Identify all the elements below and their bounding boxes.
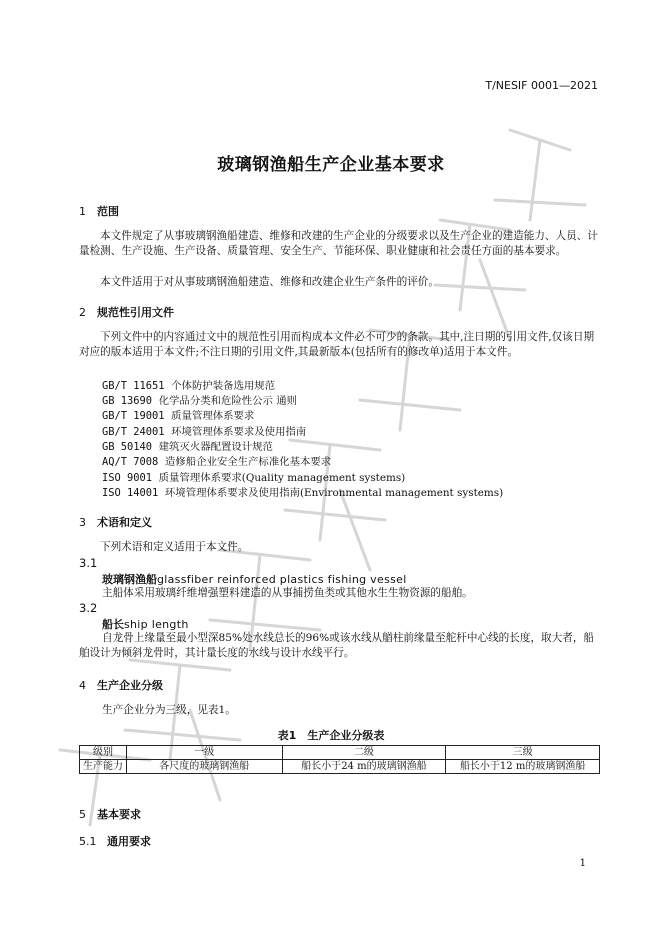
reference-code: ISO 14001	[102, 487, 159, 499]
document-code: T/NESIF 0001—2021	[485, 79, 598, 92]
reference-item	[102, 453, 331, 468]
scope-paragraph-2: 本文件适用于对从事玻璃钢渔船建造、维修和改建企业生产条件的评价。	[100, 276, 439, 288]
reference-title: 造修船企业安全生产标准化基本要求	[164, 456, 332, 468]
section-number: 1	[79, 205, 86, 218]
section-title: 规范性引用文件	[97, 306, 174, 319]
term-number: 3.2	[79, 601, 98, 615]
section-3-heading	[79, 514, 152, 530]
scope-paragraph-1: 本文件规定了从事玻璃钢渔船建造、维修和改建的生产企业的分级要求以及生产企业的建造能力、人员、计量检测、生产设施、生产设备、质量管理、安全生产、节能环保、职业健康和社会责任方面的基本要求。	[79, 230, 598, 258]
reference-code: GB 13690	[102, 395, 153, 407]
reference-title: 环境管理体系要求及使用指南(Environmental management systems)	[164, 487, 504, 499]
section-title: 术语和定义	[97, 516, 152, 529]
reference-item	[102, 392, 297, 407]
term-definition: 自龙骨上缘量至最小型深85%处水线总长的96%或该水线从艏柱前缘量至舵杆中心线的长度，取大者，船舶设计为倾斜龙骨时，其计量长度的水线与设计水线平行。	[79, 632, 595, 660]
section-title: 生产企业分级	[97, 679, 163, 692]
table-header-cell: 二级	[282, 746, 446, 760]
term-name-zh: 玻璃钢渔船	[102, 573, 157, 586]
reference-code: AQ/T 7008	[102, 456, 159, 468]
reference-item	[102, 484, 503, 499]
reference-code: GB 50140	[102, 441, 153, 453]
table-row	[80, 760, 600, 774]
reference-title: 化学品分类和危险性公示 通则	[158, 395, 298, 407]
reference-item	[102, 469, 405, 484]
reference-title: 个体防护装备选用规范	[171, 380, 276, 392]
term-definition: 主船体采用玻璃纤维增强塑料建造的从事捕捞鱼类或其他水生生物资源的船舶。	[102, 587, 473, 599]
term-name-zh: 船长	[102, 618, 124, 631]
reference-title: 质量管理体系要求(Quality management systems)	[158, 472, 406, 484]
term-name-en: ship length	[124, 618, 189, 631]
table-cell: 船长小于24 m的玻璃钢渔船	[282, 760, 446, 774]
table-header-row	[80, 746, 600, 760]
table-cell: 各尺度的玻璃钢渔船	[126, 760, 282, 774]
reference-code: ISO 9001	[102, 472, 153, 484]
section-number: 4	[79, 679, 86, 692]
table-header-cell: 级别	[80, 746, 127, 760]
term-name-en: glassfiber reinforced plastics fishing vessel	[157, 573, 407, 586]
grading-table	[79, 745, 600, 774]
grading-intro: 生产企业分为三级，见表1。	[102, 704, 236, 716]
reference-item	[102, 438, 273, 453]
term-name	[102, 616, 189, 632]
table-cell: 生产能力	[80, 760, 127, 774]
reference-title: 建筑灭火器配置设计规范	[158, 441, 273, 453]
reference-item	[102, 377, 275, 392]
reference-title: 质量管理体系要求	[171, 410, 255, 422]
section-2-heading	[79, 304, 174, 320]
term-name	[102, 571, 407, 587]
table-header-cell: 三级	[446, 746, 600, 760]
table-cell: 船长小于12 m的玻璃钢渔船	[446, 760, 600, 774]
section-1-heading	[79, 203, 119, 219]
subsection-5-1-heading	[79, 833, 151, 849]
reference-item	[102, 407, 254, 422]
section-number: 5.1	[79, 835, 97, 848]
reference-title: 环境管理体系要求及使用指南	[171, 426, 307, 438]
table-header-cell: 一级	[126, 746, 282, 760]
terms-intro: 下列术语和定义适用于本文件。	[100, 541, 249, 553]
section-title: 范围	[97, 205, 119, 218]
references-intro: 下列文件中的内容通过文中的规范性引用而构成本文件必不可少的条款。其中,注日期的引用文件,仅该日期对应的版本适用于本文件;不注日期的引用文件,其最新版本(包括所有的修改单)适用于本文件。	[79, 331, 595, 359]
section-number: 5	[79, 808, 86, 821]
table-caption: 表1 生产企业分级表	[277, 729, 385, 742]
section-title: 通用要求	[107, 835, 151, 848]
reference-item	[102, 423, 306, 438]
reference-code: GB/T 11651	[102, 380, 165, 392]
term-number: 3.1	[79, 556, 98, 570]
section-4-heading	[79, 677, 163, 693]
reference-code: GB/T 19001	[102, 410, 165, 422]
section-title: 基本要求	[97, 808, 141, 821]
page-title: 玻璃钢渔船生产企业基本要求	[217, 155, 445, 175]
reference-code: GB/T 24001	[102, 426, 165, 438]
section-number: 3	[79, 516, 86, 529]
section-number: 2	[79, 306, 86, 319]
section-5-heading	[79, 806, 141, 822]
page-number: 1	[579, 858, 586, 869]
